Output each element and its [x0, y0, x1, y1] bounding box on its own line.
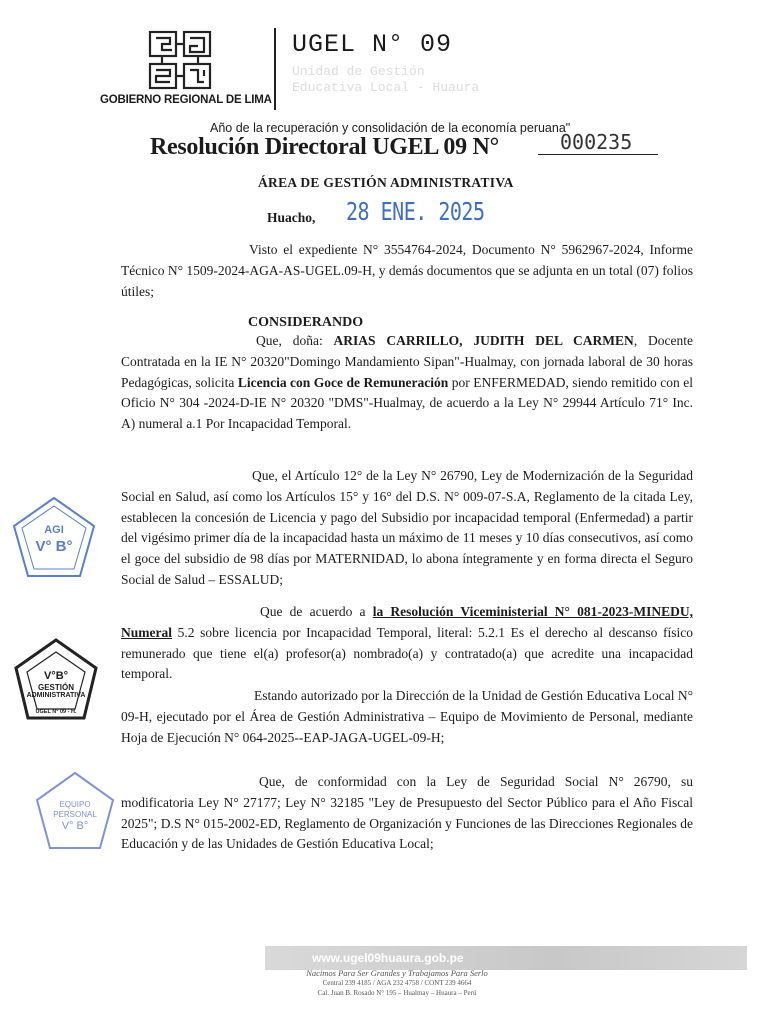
date-stamp: 28 ENE. 2025 — [346, 196, 485, 226]
resolucion-viceministerial-ref: la Resolución Viceministerial N° 081-2023-MINEDU, Numeral — [121, 604, 694, 640]
gobierno-regional-logo — [148, 30, 212, 90]
visto-bueno-stamp-agi — [10, 494, 98, 582]
footer-phones: Central 239 4185 / AGA 232 4758 / CONT 239 4664 — [322, 979, 472, 987]
stamp2-line3: ADMINISTRATIVA — [26, 692, 86, 699]
docente-name: ARIAS CARRILLO, JUDITH DEL CARMEN — [333, 333, 634, 348]
visto-text: Visto el expediente N° 3554764-2024, Documento N° 5962967-2024, Informe Técnico N° 1509-2024-AGA-AS-UGEL.09-H, y demás documentos que se adjunta en un total (07) folios útiles; — [121, 242, 693, 299]
p1-text-c: por ENFERMEDAD, siendo remitido con el Oficio N° 304 -2024-D-IE N° 20320 "DMS"-Hualmay, de acuerdo a la Ley N° 29944 Artículo 71° Inc. A) numeral a.1 Por Incapacidad Temporal. — [121, 374, 693, 432]
stamp1-line1: AGI — [44, 524, 64, 536]
considerando-paragraph-5 — [121, 772, 693, 855]
footer-info — [282, 968, 512, 998]
resolution-title: Resolución Directoral UGEL 09 N° — [150, 134, 499, 160]
p1-text-b: , Docente Contratada en la IE N° 20320"Domingo Mandamiento Sipan"-Hualmay, con jornada laboral de 30 horas Pedagógicas, solicita — [121, 333, 694, 390]
considerando-heading: CONSIDERANDO — [248, 315, 364, 330]
p3-text-a: Que de acuerdo a — [260, 604, 373, 619]
footer-lema: Nacimos Para Ser Grandes y Trabajamos Para Serlo — [306, 968, 488, 978]
footer-address: Cal. Juan B. Rosado N° 195 – Hualmay – Huaura – Perú — [317, 989, 477, 997]
ugel-title: UGEL N° 09 — [292, 30, 453, 59]
area-heading: ÁREA DE GESTIÓN ADMINISTRATIVA — [258, 175, 514, 190]
p4-text: Estando autorizado por la Dirección de la Unidad de Gestión Educativa Local N° 09-H, ejecutado por el Área de Gestión Administrativa – Equipo de Movimiento de Personal, mediante Hoja de Ejecución N° 064-2025--EAP-JAGA-UGEL-09-H; — [121, 688, 693, 745]
visto-bueno-stamp-personal — [34, 770, 116, 852]
ugel-subtitle-line1: Unidad de Gestión — [292, 64, 425, 79]
footer-url: www.ugel09huaura.gob.pe — [312, 951, 464, 965]
visto-bueno-stamp-gestion-administrativa — [14, 638, 98, 722]
stamp1-line2: V° B° — [35, 538, 73, 555]
ugel-subtitle-line2: Educativa Local - Huaura — [292, 80, 480, 95]
header-divider — [274, 28, 276, 110]
considerando-paragraph-4 — [121, 686, 693, 748]
stamp3-line3: V° B° — [61, 820, 89, 832]
stamp3-line1: EQUIPO — [59, 800, 91, 809]
p2-text: Que, el Artículo 12° de la Ley N° 26790, Ley de Modernización de la Seguridad Social en Salud, así como los Artículos 15° y 16° del D.S. N° 009-07-S.A, Reglamento de la citada Ley, establecen la concesión de Licencia y pago del Subsidio por incapacidad temporal (Enfermedad) a partir del vigésimo primer día de la incapacidad hasta un máximo de 11 meses y 10 días consecutivos, así como el goce del subsidio de 98 días por MATERNIDAD, lo abona íntegramente y en forma directa el Seguro Social de Salud – ESSALUD; — [121, 468, 693, 587]
city-label: Huacho, — [267, 210, 316, 225]
considerando-paragraph-2 — [121, 466, 693, 591]
stamp2-bottom: UGEL N° 09 - H. — [35, 709, 77, 715]
stamp2-line2: GESTIÓN — [37, 683, 74, 692]
p1-text-a: Que, doña: — [256, 333, 334, 348]
year-motto: Año de la recuperación y consolidación de la economía peruana" — [210, 121, 571, 135]
p5-text: Que, de conformidad con la Ley de Seguridad Social N° 26790, su modificatoria Ley N° 27177; Ley N° 32185 "Ley de Presupuesto del Sector Público para el Año Fiscal 2025"; D.S N° 015-2002-ED, Reglamento de Organización y Funciones de las Direcciones Regionales de Educación y de las Unidades de Gestión Educativa Local; — [121, 774, 693, 852]
resolution-number: 000235 — [538, 130, 658, 155]
stamp2-line1: V°B° — [43, 670, 69, 682]
stamp3-line2: PERSONAL — [53, 810, 97, 819]
considerando-paragraph-3 — [121, 602, 693, 685]
visto-paragraph — [121, 240, 693, 302]
p3-text-b: 5.2 sobre licencia por Incapacidad Temporal, literal: 5.2.1 Es el derecho al descanso físico remunerado que tiene el(a) profesor(a) nombrado(a) y contratado(a) que acredite una incapacidad temporal. — [121, 624, 693, 682]
considerando-paragraph-1 — [121, 331, 693, 435]
gobierno-regional-name: GOBIERNO REGIONAL DE LIMA — [100, 94, 272, 106]
licencia-type: Licencia con Goce de Remuneración — [237, 374, 449, 390]
